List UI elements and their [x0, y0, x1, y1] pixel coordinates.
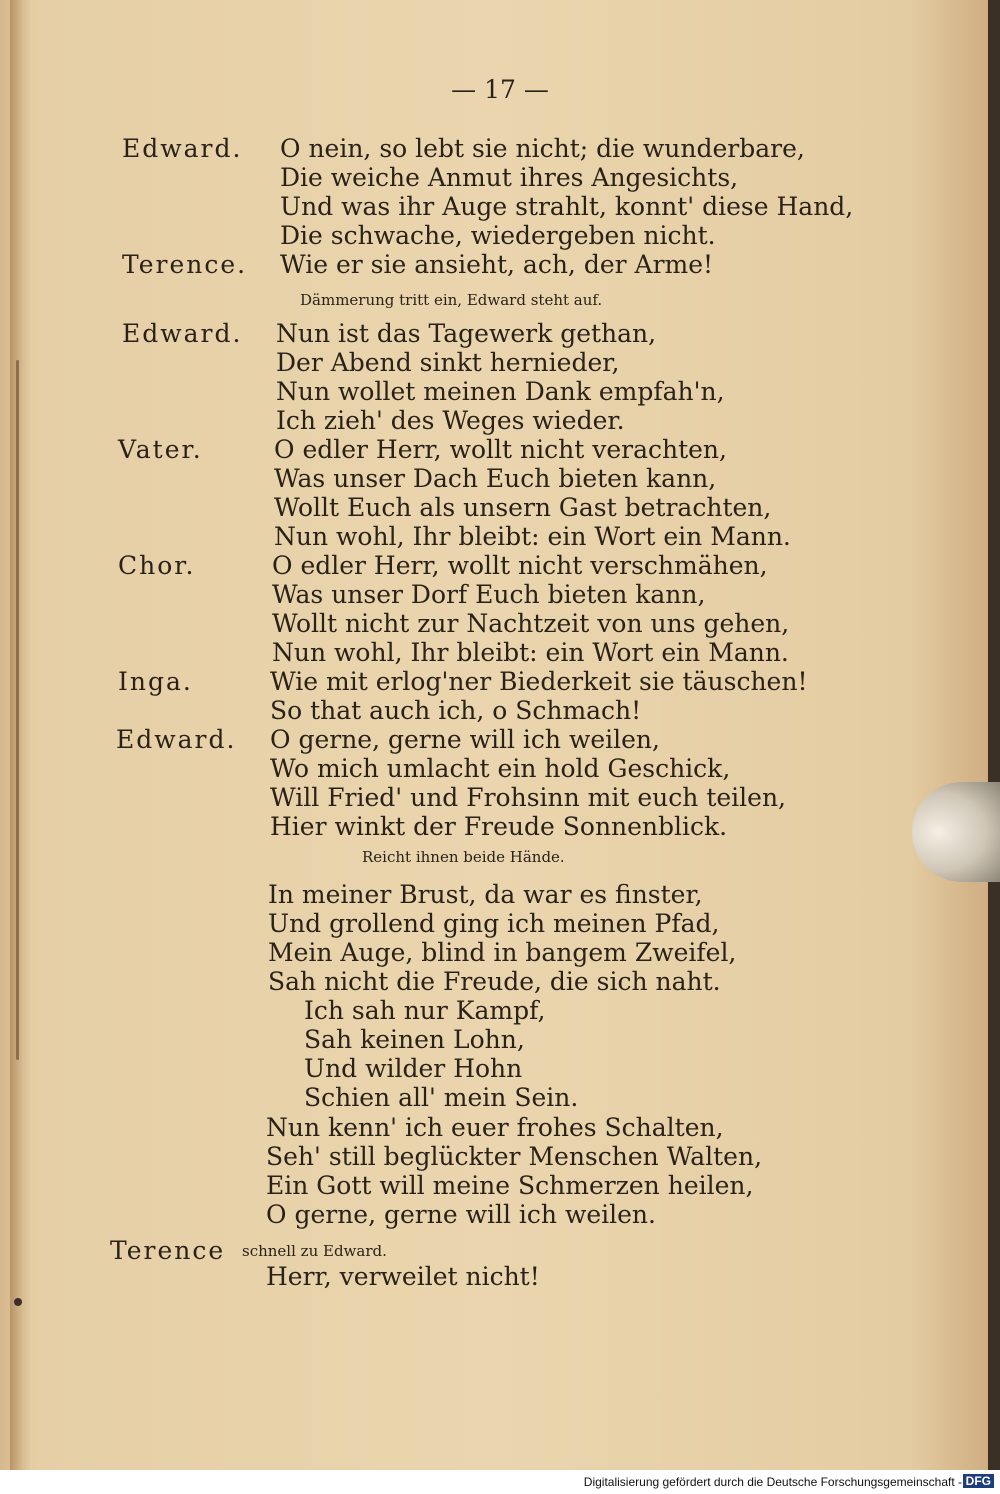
verse-line: Hier winkt der Freude Sonnenblick. [270, 812, 728, 841]
verse-line: Nun ist das Tagewerk gethan, [276, 319, 657, 348]
verse-line: Und was ihr Auge strahlt, konnt' diese Hand, [280, 192, 854, 221]
verse-line: Nun wollet meinen Dank empfah'n, [276, 377, 725, 406]
stage-direction: Dämmerung tritt ein, Edward steht auf. [300, 291, 603, 309]
verse-line: O edler Herr, wollt nicht verachten, [274, 435, 727, 464]
verse-line: Herr, verweilet nicht! [266, 1262, 540, 1291]
verse-line: Wo mich umlacht ein hold Geschick, [270, 754, 731, 783]
speaker-inga: Inga. [118, 667, 193, 696]
verse-line: So that auch ich, o Schmach! [270, 696, 642, 725]
verse-line: Was unser Dach Euch bieten kann, [274, 464, 717, 493]
ink-spot [14, 1298, 22, 1306]
verse-line: Die weiche Anmut ihres Angesichts, [280, 163, 739, 192]
verse-line: Die schwache, wiedergeben nicht. [280, 221, 716, 250]
verse-line: Ein Gott will meine Schmerzen heilen, [266, 1171, 754, 1200]
page-number: — 17 — [451, 75, 549, 104]
speaker-chor: Chor. [118, 551, 196, 580]
verse-line: Schien all' mein Sein. [304, 1083, 579, 1112]
footer-bar [0, 1470, 1000, 1494]
verse-line: Wie mit erlog'ner Biederkeit sie täuschen! [270, 667, 808, 696]
speaker-terence: Terence [110, 1236, 226, 1265]
verse-line: Ich sah nur Kampf, [304, 996, 546, 1025]
verse-line: Sah keinen Lohn, [304, 1025, 525, 1054]
verse-line: O edler Herr, wollt nicht verschmähen, [272, 551, 768, 580]
verse-line: Seh' still beglückter Menschen Walten, [266, 1142, 763, 1171]
verse-line: Was unser Dorf Euch bieten kann, [272, 580, 706, 609]
verse-line: Will Fried' und Frohsinn mit euch teilen, [270, 783, 786, 812]
book-spine [10, 0, 32, 1470]
stage-direction: schnell zu Edward. [242, 1242, 387, 1260]
stage-direction: Reicht ihnen beide Hände. [362, 848, 565, 866]
verse-line: Und grollend ging ich meinen Pfad, [268, 909, 720, 938]
speaker-edward: Edward. [122, 134, 243, 163]
verse-line: Mein Auge, blind in bangem Zweifel, [268, 938, 737, 967]
verse-line: Nun wohl, Ihr bleibt: ein Wort ein Mann. [272, 638, 789, 667]
speaker-edward: Edward. [116, 725, 237, 754]
binding-thread [16, 360, 19, 1060]
verse-line: Sah nicht die Freude, die sich naht. [268, 967, 721, 996]
verse-line: Nun wohl, Ihr bleibt: ein Wort ein Mann. [274, 522, 791, 551]
verse-line: O nein, so lebt sie nicht; die wunderbare, [280, 134, 805, 163]
verse-line: In meiner Brust, da war es finster, [268, 880, 703, 909]
speaker-terence: Terence. [122, 250, 248, 279]
speaker-vater: Vater. [118, 435, 203, 464]
verse-line: Wie er sie ansieht, ach, der Arme! [280, 250, 714, 279]
verse-line: Nun kenn' ich euer frohes Schalten, [266, 1113, 724, 1142]
footer-credit: Digitalisierung gefördert durch die Deutsche Forschungsgemeinschaft - [583, 1475, 962, 1489]
verse-line: Wollt nicht zur Nachtzeit von uns gehen, [272, 609, 790, 638]
verse-line: Und wilder Hohn [304, 1054, 523, 1083]
verse-line: Wollt Euch als unsern Gast betrachten, [274, 493, 772, 522]
verse-line: Ich zieh' des Weges wieder. [276, 406, 625, 435]
verse-line: O gerne, gerne will ich weilen. [266, 1200, 656, 1229]
speaker-edward: Edward. [122, 319, 243, 348]
verse-line: O gerne, gerne will ich weilen, [270, 725, 660, 754]
dfg-logo: DFG [963, 1474, 994, 1488]
verse-line: Der Abend sinkt hernieder, [276, 348, 620, 377]
